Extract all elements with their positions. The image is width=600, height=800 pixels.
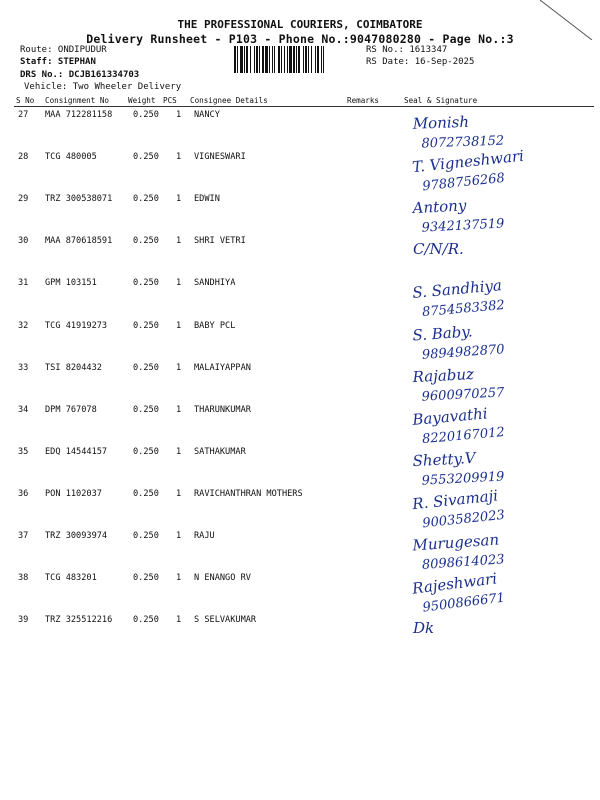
- col-consignee: Consignee Details: [190, 96, 268, 105]
- weight-value: 0.250: [133, 404, 159, 415]
- table-row: [0, 321, 600, 363]
- staff-label: Staff: STEPHAN: [20, 57, 96, 67]
- signature-phone: 8098614023: [421, 552, 506, 573]
- table-row: [0, 569, 600, 616]
- signature-phone: 9342137519: [421, 216, 505, 236]
- consignee-name: SHRI VETRI: [194, 236, 246, 247]
- company-title: THE PROFESSIONAL COURIERS, COIMBATORE: [177, 18, 423, 31]
- drs-number: DRS No.: DCJB161334703: [20, 70, 140, 80]
- row-sno: 34: [18, 404, 29, 415]
- consignment-number: GPM 103151: [45, 278, 97, 289]
- signature-phone: 9600970257: [421, 384, 505, 405]
- signature-phone: 9003582023: [421, 507, 506, 532]
- signature: [395, 236, 600, 278]
- pcs-value: 1: [176, 236, 182, 247]
- consignee-name: VIGNESWARI: [194, 152, 246, 163]
- weight-value: 0.250: [133, 615, 159, 626]
- consignee-name: RAJU: [194, 531, 215, 541]
- table-row: [0, 236, 600, 278]
- row-sno: 37: [18, 531, 29, 541]
- weight-value: 0.250: [133, 110, 159, 120]
- signature-name: S. Baby.: [411, 321, 474, 345]
- signature-name: Dk: [413, 619, 435, 638]
- row-sno: 39: [18, 615, 29, 626]
- consignment-number: TCG 483201: [45, 573, 97, 584]
- row-sno: 32: [18, 320, 29, 331]
- signature-name: Murugesan: [411, 530, 500, 555]
- consignee-name: EDWIN: [194, 194, 220, 205]
- signature: [395, 405, 600, 447]
- consignee-name: RAVICHANTHRAN MOTHERS: [194, 488, 303, 499]
- signature: [395, 278, 600, 320]
- consignee-name: S SELVAKUMAR: [194, 615, 257, 626]
- consignee-name: MALAIYAPPAN: [194, 362, 251, 373]
- consignment-number: TRZ 325512216: [45, 615, 113, 626]
- signature-phone: 8754583382: [421, 298, 506, 321]
- pcs-value: 1: [176, 488, 182, 499]
- signature-name: S. Sandhiya: [411, 276, 503, 303]
- row-sno: 35: [18, 446, 29, 457]
- signature-name: Bayavathi: [411, 404, 489, 429]
- row-sno: 29: [18, 194, 29, 205]
- weight-value: 0.250: [133, 320, 159, 331]
- signature-phone: 8220167012: [421, 424, 506, 447]
- signature: [395, 615, 600, 657]
- consignee-name: BABY PCL: [194, 320, 236, 331]
- signature: [395, 321, 600, 363]
- weight-value: 0.250: [133, 362, 159, 373]
- signature: [395, 569, 600, 616]
- pcs-value: 1: [176, 531, 182, 541]
- rs-date: RS Date: 16-Sep-2025: [366, 57, 475, 67]
- signature-phone: 9500866671: [421, 590, 506, 616]
- row-sno: 38: [18, 573, 29, 584]
- consignment-number: TCG 41919273: [45, 320, 108, 331]
- weight-value: 0.250: [133, 236, 159, 247]
- pcs-value: 1: [176, 194, 182, 205]
- weight-value: 0.250: [133, 488, 159, 499]
- pcs-value: 1: [176, 615, 182, 626]
- weight-value: 0.250: [133, 152, 159, 163]
- table-row: [0, 486, 600, 532]
- signature-name: T. Vigneshwari: [411, 146, 525, 177]
- row-sno: 28: [18, 152, 29, 163]
- consignment-number: MAA 870618591: [45, 236, 113, 247]
- weight-value: 0.250: [133, 573, 159, 584]
- consignment-number: MAA 712281158: [45, 110, 113, 120]
- pcs-value: 1: [176, 446, 182, 457]
- consignment-number: TCG 480005: [45, 152, 97, 163]
- table-row: [0, 363, 600, 405]
- table-row: [0, 110, 600, 152]
- pcs-value: 1: [176, 278, 182, 289]
- table-row: [0, 447, 600, 489]
- signature-name: C/N/R.: [413, 240, 464, 259]
- signature-name: Antony: [412, 196, 467, 218]
- table-row: [0, 615, 600, 657]
- col-consignment: Consignment No: [45, 96, 110, 105]
- signature-name: Rajeshwari: [411, 569, 498, 598]
- consignee-name: SANDHIYA: [194, 278, 236, 289]
- pcs-value: 1: [176, 152, 182, 163]
- signature-phone: 8072738152: [421, 133, 505, 152]
- row-sno: 33: [18, 362, 29, 373]
- consignment-number: PON 1102037: [45, 488, 102, 499]
- signature-phone: 9894982870: [421, 341, 506, 363]
- route-label: Route: ONDIPUDUR: [20, 45, 107, 55]
- signature: [395, 146, 600, 195]
- barcode: [234, 46, 360, 73]
- row-sno: 31: [18, 278, 29, 289]
- signature-name: Monish: [412, 112, 470, 133]
- signature-name: Shetty.V: [412, 448, 477, 470]
- consignment-number: EDQ 14544157: [45, 446, 108, 457]
- pcs-value: 1: [176, 320, 182, 331]
- consignment-number: DPM 767078: [45, 404, 97, 415]
- pcs-value: 1: [176, 573, 182, 584]
- table-row: [0, 405, 600, 447]
- row-sno: 27: [18, 110, 29, 120]
- weight-value: 0.250: [133, 446, 159, 457]
- signature: [395, 194, 600, 236]
- consignee-name: NANCY: [194, 110, 220, 120]
- signature: [395, 447, 600, 489]
- col-remarks: Remarks: [347, 96, 380, 105]
- col-weight: Weight: [128, 96, 156, 105]
- consignee-name: SATHAKUMAR: [194, 446, 246, 457]
- consignment-number: TRZ 30093974: [45, 531, 108, 541]
- signature: [395, 110, 600, 152]
- header-rule: [14, 106, 594, 107]
- consignee-name: THARUNKUMAR: [194, 404, 251, 415]
- pcs-value: 1: [176, 404, 182, 415]
- consignee-name: N ENANGO RV: [194, 573, 251, 584]
- pcs-value: 1: [176, 110, 182, 120]
- signature-name: Rajabuz: [412, 364, 475, 386]
- rs-number: RS No.: 1613347: [366, 45, 448, 55]
- weight-value: 0.250: [133, 278, 159, 289]
- table-row: [0, 194, 600, 236]
- signature: [395, 486, 600, 532]
- table-row: [0, 278, 600, 320]
- signature: [395, 531, 600, 573]
- row-sno: 36: [18, 488, 29, 499]
- vehicle-label: Vehicle: Two Wheeler Delivery: [24, 82, 182, 92]
- table-row: [0, 146, 600, 195]
- runsheet-subtitle: Delivery Runsheet - P103 - Phone No.:9047080280 - Page No.:3: [86, 32, 514, 46]
- weight-value: 0.250: [133, 194, 159, 205]
- col-seal-signature: Seal & Signature: [404, 96, 478, 105]
- table-row: [0, 531, 600, 573]
- signature: [395, 363, 600, 405]
- row-sno: 30: [18, 236, 29, 247]
- consignment-number: TSI 8204432: [45, 362, 102, 373]
- col-pcs: PCS: [163, 96, 177, 105]
- pcs-value: 1: [176, 362, 182, 373]
- signature-phone: 9553209919: [421, 469, 505, 489]
- signature-name: R. Sivamaji: [411, 486, 499, 514]
- weight-value: 0.250: [133, 531, 159, 541]
- col-sno: S No: [16, 96, 35, 105]
- signature-phone: 9788756268: [421, 170, 506, 195]
- consignment-number: TRZ 300538071: [45, 194, 113, 205]
